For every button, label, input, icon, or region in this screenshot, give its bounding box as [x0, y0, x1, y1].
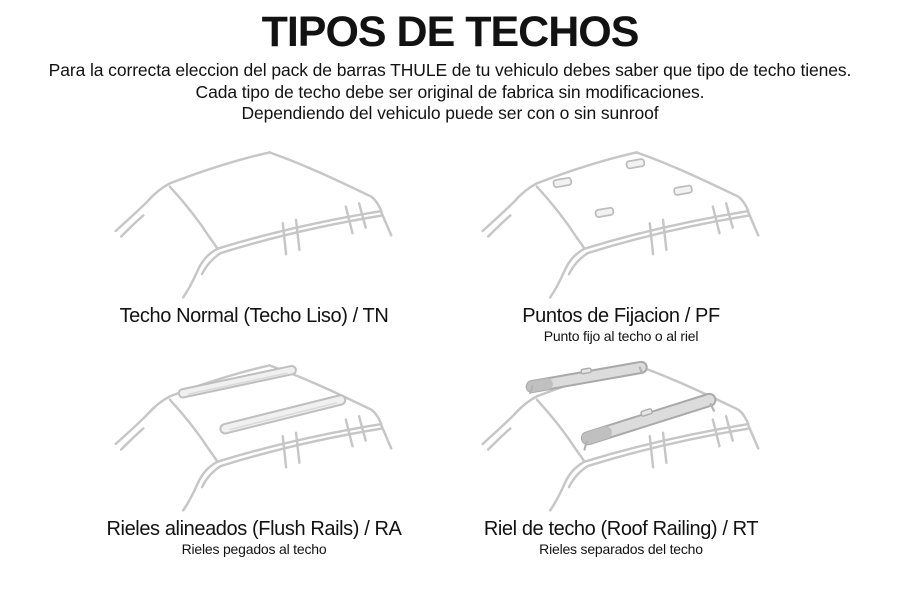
fixation-pads [553, 158, 692, 217]
roof-type-label: Puntos de Fijacion / PF [522, 304, 720, 327]
flush-rails-roof-illustration [104, 351, 404, 517]
roof-railing-illustration [471, 351, 771, 517]
roof-type-label: Rieles alineados (Flush Rails) / RA [106, 517, 402, 540]
roof-type-label: Techo Normal (Techo Liso) / TN [119, 304, 389, 327]
car-roof-outline [483, 365, 759, 510]
page-title: TIPOS DE TECHOS [261, 8, 639, 56]
car-roof-outline [116, 152, 392, 297]
roof-type-label: Riel de techo (Roof Railing) / RT [483, 517, 759, 540]
roof-type-sublabel: Punto fijo al techo o al riel [543, 327, 699, 344]
roof-type-sublabel: Rieles pegados al techo [181, 540, 327, 557]
roof-type-card-tn [0, 138, 450, 351]
intro-text [0, 60, 900, 125]
roof-type-card-pf [450, 138, 900, 351]
roof-type-card-ra [0, 351, 450, 564]
flush-rails [178, 365, 346, 434]
fixation-points-roof-illustration [471, 138, 771, 304]
car-roof-outline [116, 365, 392, 510]
roof-types-grid [0, 138, 900, 564]
intro-line-3: Dependiendo del vehiculo puede ser con o sin sunroof [241, 103, 659, 124]
intro-line-2: Cada tipo de techo debe ser original de fabrica sin modificaciones. [195, 81, 705, 102]
intro-line-1: Para la correcta eleccion del pack de barras THULE de tu vehiculo debes saber que tipo de techo tienes. [48, 60, 852, 81]
smooth-roof-illustration [104, 138, 404, 304]
car-roof-outline [483, 152, 759, 297]
roof-type-card-rt [450, 351, 900, 564]
roof-type-sublabel: Rieles separados del techo [539, 540, 703, 557]
